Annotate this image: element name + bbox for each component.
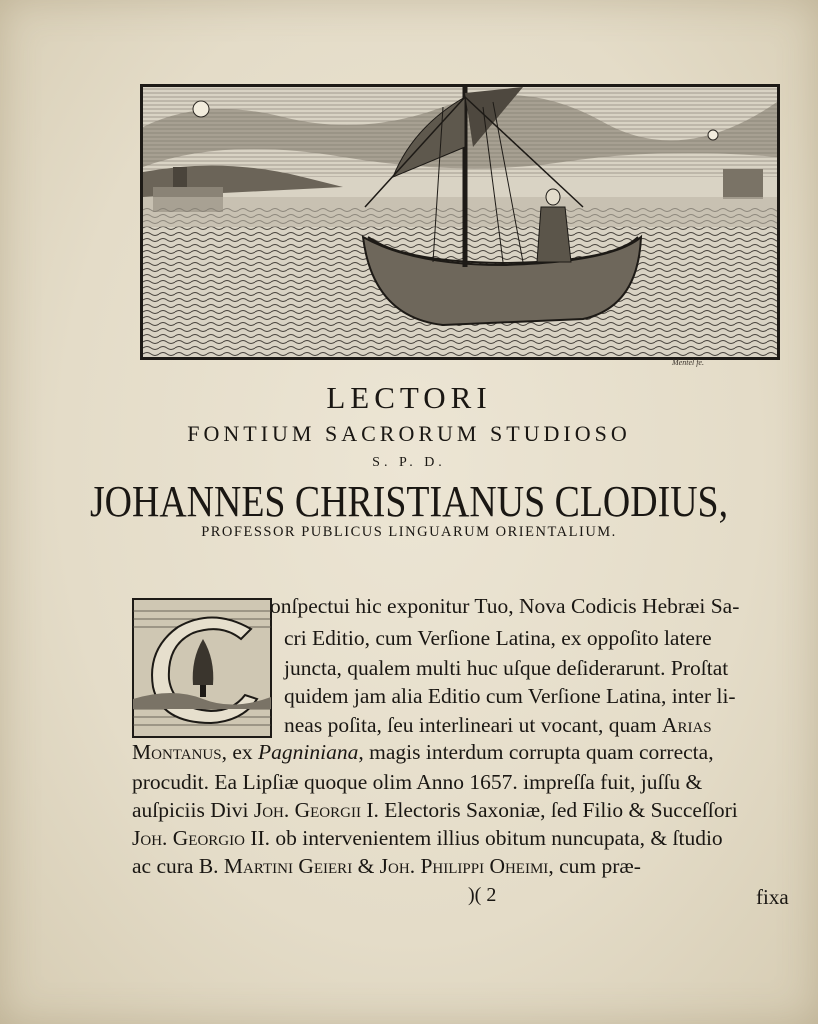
text-line: procudit. Ea Lipſiæ quoque olim Anno 1657. impreſſa fuit, juſſu &: [132, 770, 703, 794]
name-martini-geieri: Martini Geieri: [223, 854, 353, 878]
heading-fontium: FONTIUM SACRORUM STUDIOSO: [187, 421, 631, 446]
text-line: juncta, qualem multi huc uſque deſiderarunt. Proſtat: [284, 656, 729, 680]
text-run: neas poſita, ſeu interlineari ut vocant, quam: [284, 713, 662, 737]
heading-author: JOHANNES CHRISTIANUS CLODIUS,: [89, 477, 729, 526]
name-montanus: Montanus: [132, 740, 222, 764]
name-joh-philippi-oheimi: Joh. Philippi Oheimi: [379, 854, 549, 878]
heading-lectori: LECTORI: [326, 380, 492, 415]
name-arias: Arias: [661, 713, 712, 737]
name-joh-georgii: Joh. Georgii: [253, 798, 361, 822]
text-line: onſpectui hic exponitur Tuo, Nova Codicis Hebræi Sa-: [270, 594, 740, 618]
text-run: , cum præ-: [548, 854, 641, 878]
engraver-signature: Mentel fe.: [672, 358, 704, 367]
text-run: , ex: [221, 740, 259, 764]
text-run: auſpiciis Divi: [132, 798, 254, 822]
name-joh-georgio: Joh. Georgio: [132, 826, 245, 850]
signature-mark: )( 2: [468, 884, 497, 906]
text-run: I. Electoris Saxoniæ, ſed Filio & Succeſſori: [360, 798, 738, 822]
text-run: , magis interdum corrupta quam correcta,: [358, 740, 714, 764]
heading-spd: S. P. D.: [372, 455, 446, 470]
heading-professor: PROFESSOR PUBLICUS LINGUARUM ORIENTALIUM.: [201, 524, 617, 540]
text-line: cri Editio, cum Verſione Latina, ex oppoſito latere: [284, 626, 712, 650]
text-run: ac cura B.: [132, 854, 224, 878]
text-run: II. ob intervenientem illius obitum nuncupata, & ſtudio: [244, 826, 723, 850]
text-run: &: [352, 854, 380, 878]
text-line: quidem jam alia Editio cum Verſione Latina, inter li-: [284, 684, 736, 708]
catchword: fixa: [756, 885, 789, 909]
name-pagniniana: Pagniniana: [258, 740, 359, 764]
